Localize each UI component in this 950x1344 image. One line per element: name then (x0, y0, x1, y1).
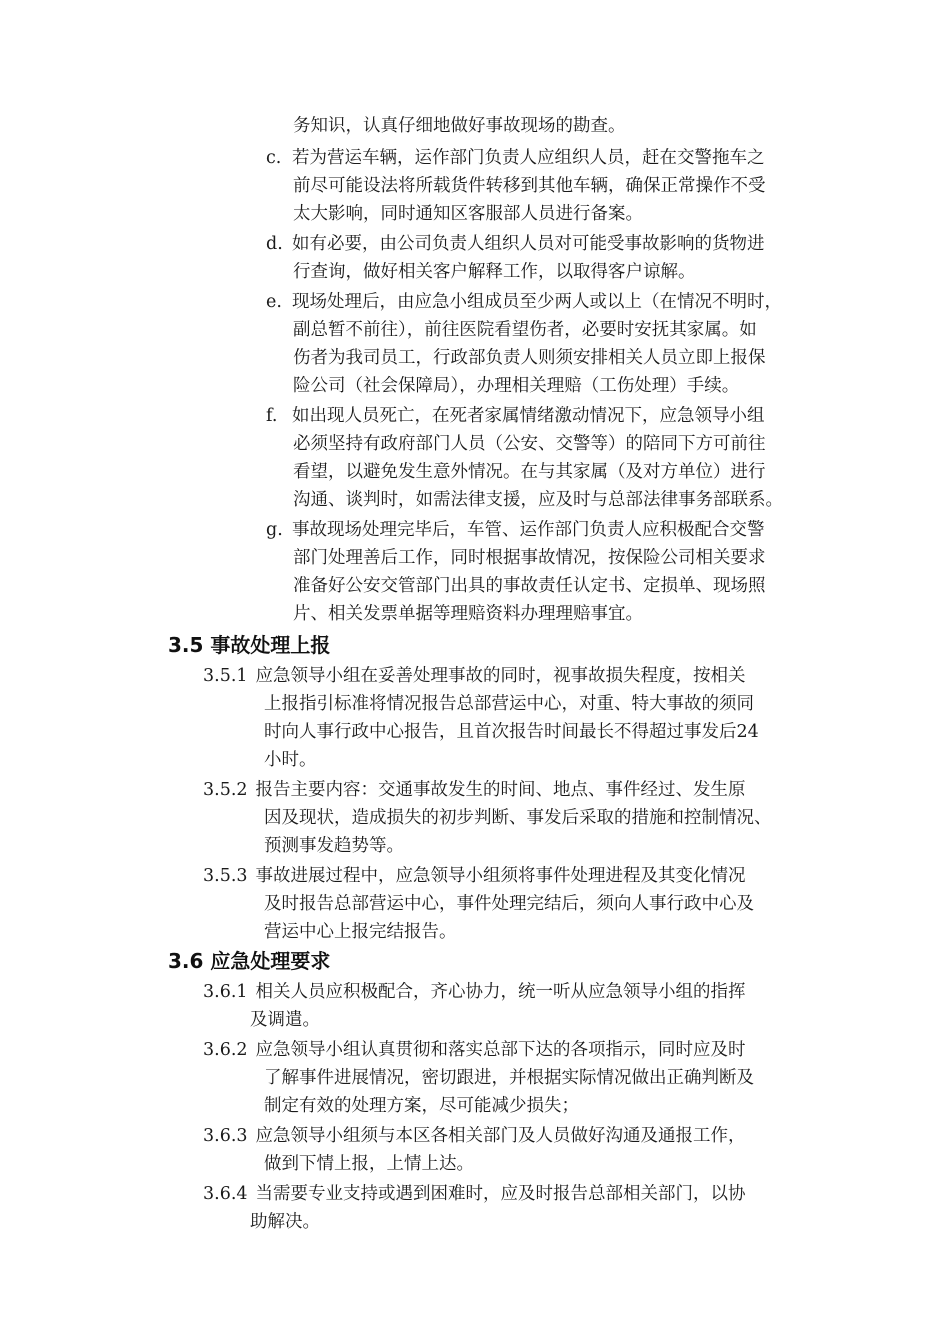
list-item-text: 现场处理后，由应急小组成员至少两人或以上（在情况不明时， (292, 292, 782, 312)
clause-3-6-3-line-2: 做到下情上报，上情上达。 (264, 1154, 474, 1174)
clause-text: 应急领导小组须与本区各相关部门及人员做好沟通及通报工作， (255, 1126, 746, 1146)
clause-text: 相关人员应积极配合，齐心协力，统一听从应急领导小组的指挥 (255, 982, 746, 1002)
clause-text: 事故进展过程中，应急领导小组须将事件处理进程及其变化情况 (255, 866, 746, 886)
list-item-g-line-3: 准备好公安交管部门出具的事故责任认定书、定损单、现场照 (293, 576, 766, 596)
clause-number: 3.5.1 (203, 666, 248, 686)
list-item-g-line-4: 片、相关发票单据等理赔资料办理理赔事宜。 (293, 604, 643, 624)
clause-text: 报告主要内容：交通事故发生的时间、地点、事件经过、发生原 (255, 780, 746, 800)
list-item-e-line-1 (266, 288, 782, 316)
clause-3-6-3-line-1 (203, 1122, 746, 1150)
clause-3-5-1-line-1 (203, 662, 746, 690)
list-item-f-line-1 (266, 402, 765, 430)
list-marker: c. (266, 148, 282, 168)
clause-3-6-1-line-1 (203, 978, 746, 1006)
clause-3-5-3-line-3: 营运中心上报完结报告。 (264, 922, 457, 942)
clause-3-5-1-line-2: 上报指引标准将情况报告总部营运中心，对重、特大事故的须同 (264, 694, 754, 714)
list-item-c-line-1 (266, 144, 765, 172)
clause-3-5-3-line-1 (203, 862, 746, 890)
section-heading-3-5: 3.5 事故处理上报 (168, 633, 331, 657)
list-item-e-line-2: 副总暂不前往），前往医院看望伤者，必要时安抚其家属。如 (293, 320, 757, 340)
clause-3-5-2-line-1 (203, 776, 746, 804)
clause-number: 3.5.2 (203, 780, 248, 800)
clause-3-5-1-line-3: 时向人事行政中心报告，且首次报告时间最长不得超过事发后24 (264, 722, 759, 742)
list-item-e-line-4: 险公司（社会保障局），办理相关理赔（工伤处理）手续。 (293, 376, 740, 396)
list-item-text: 事故现场处理完毕后，车管、运作部门负责人应积极配合交警 (292, 520, 765, 540)
clause-3-6-2-line-1 (203, 1036, 746, 1064)
list-marker: g. (266, 520, 283, 540)
clause-3-5-1-line-4: 小时。 (264, 750, 317, 770)
list-item-f-line-3: 看望，以避免发生意外情况。在与其家属（及对方单位）进行 (293, 462, 766, 482)
list-item-e-line-3: 伤者为我司员工，行政部负责人则须安排相关人员立即上报保 (293, 348, 766, 368)
clause-3-6-4-line-2: 助解决。 (250, 1212, 320, 1232)
list-marker: f. (266, 406, 278, 426)
continuation-line: 务知识，认真仔细地做好事故现场的勘查。 (293, 116, 626, 136)
list-item-d-line-1 (266, 230, 765, 258)
clause-3-5-2-line-3: 预测事发趋势等。 (264, 836, 404, 856)
clause-3-5-2-line-2: 因及现状，造成损失的初步判断、事发后采取的措施和控制情况、 (264, 808, 772, 828)
list-item-text: 如出现人员死亡，在死者家属情绪激动情况下，应急领导小组 (292, 406, 765, 426)
list-item-c-line-2: 前尽可能设法将所载货件转移到其他车辆，确保正常操作不受 (293, 176, 766, 196)
clause-3-6-2-line-2: 了解事件进展情况，密切跟进，并根据实际情况做出正确判断及 (264, 1068, 754, 1088)
list-item-g-line-1 (266, 516, 765, 544)
clause-3-5-3-line-2: 及时报告总部营运中心，事件处理完结后，须向人事行政中心及 (264, 894, 754, 914)
list-item-g-line-2: 部门处理善后工作，同时根据事故情况，按保险公司相关要求 (293, 548, 766, 568)
clause-3-6-4-line-1 (203, 1180, 746, 1208)
clause-number: 3.6.3 (203, 1126, 248, 1146)
clause-text: 当需要专业支持或遇到困难时，应及时报告总部相关部门，以协 (255, 1184, 746, 1204)
list-item-d-line-2: 行查询，做好相关客户解释工作，以取得客户谅解。 (293, 262, 696, 282)
clause-text: 应急领导小组认真贯彻和落实总部下达的各项指示，同时应及时 (255, 1040, 746, 1060)
list-item-text: 如有必要，由公司负责人组织人员对可能受事故影响的货物进 (292, 234, 765, 254)
clause-text: 应急领导小组在妥善处理事故的同时，视事故损失程度，按相关 (255, 666, 746, 686)
clause-number: 3.6.2 (203, 1040, 248, 1060)
clause-number: 3.6.1 (203, 982, 248, 1002)
section-heading-3-6: 3.6 应急处理要求 (168, 949, 331, 973)
clause-number: 3.5.3 (203, 866, 248, 886)
clause-3-6-2-line-3: 制定有效的处理方案，尽可能减少损失； (264, 1096, 579, 1116)
list-item-text: 若为营运车辆，运作部门负责人应组织人员，赶在交警拖车之 (292, 148, 765, 168)
clause-number: 3.6.4 (203, 1184, 248, 1204)
list-item-f-line-2: 必须坚持有政府部门人员（公安、交警等）的陪同下方可前往 (293, 434, 766, 454)
list-marker: d. (266, 234, 283, 254)
list-item-f-line-4: 沟通、谈判时，如需法律支援，应及时与总部法律事务部联系。 (293, 490, 783, 510)
list-item-c-line-3: 太大影响，同时通知区客服部人员进行备案。 (293, 204, 643, 224)
clause-3-6-1-line-2: 及调遣。 (250, 1010, 320, 1030)
list-marker: e. (266, 292, 282, 312)
